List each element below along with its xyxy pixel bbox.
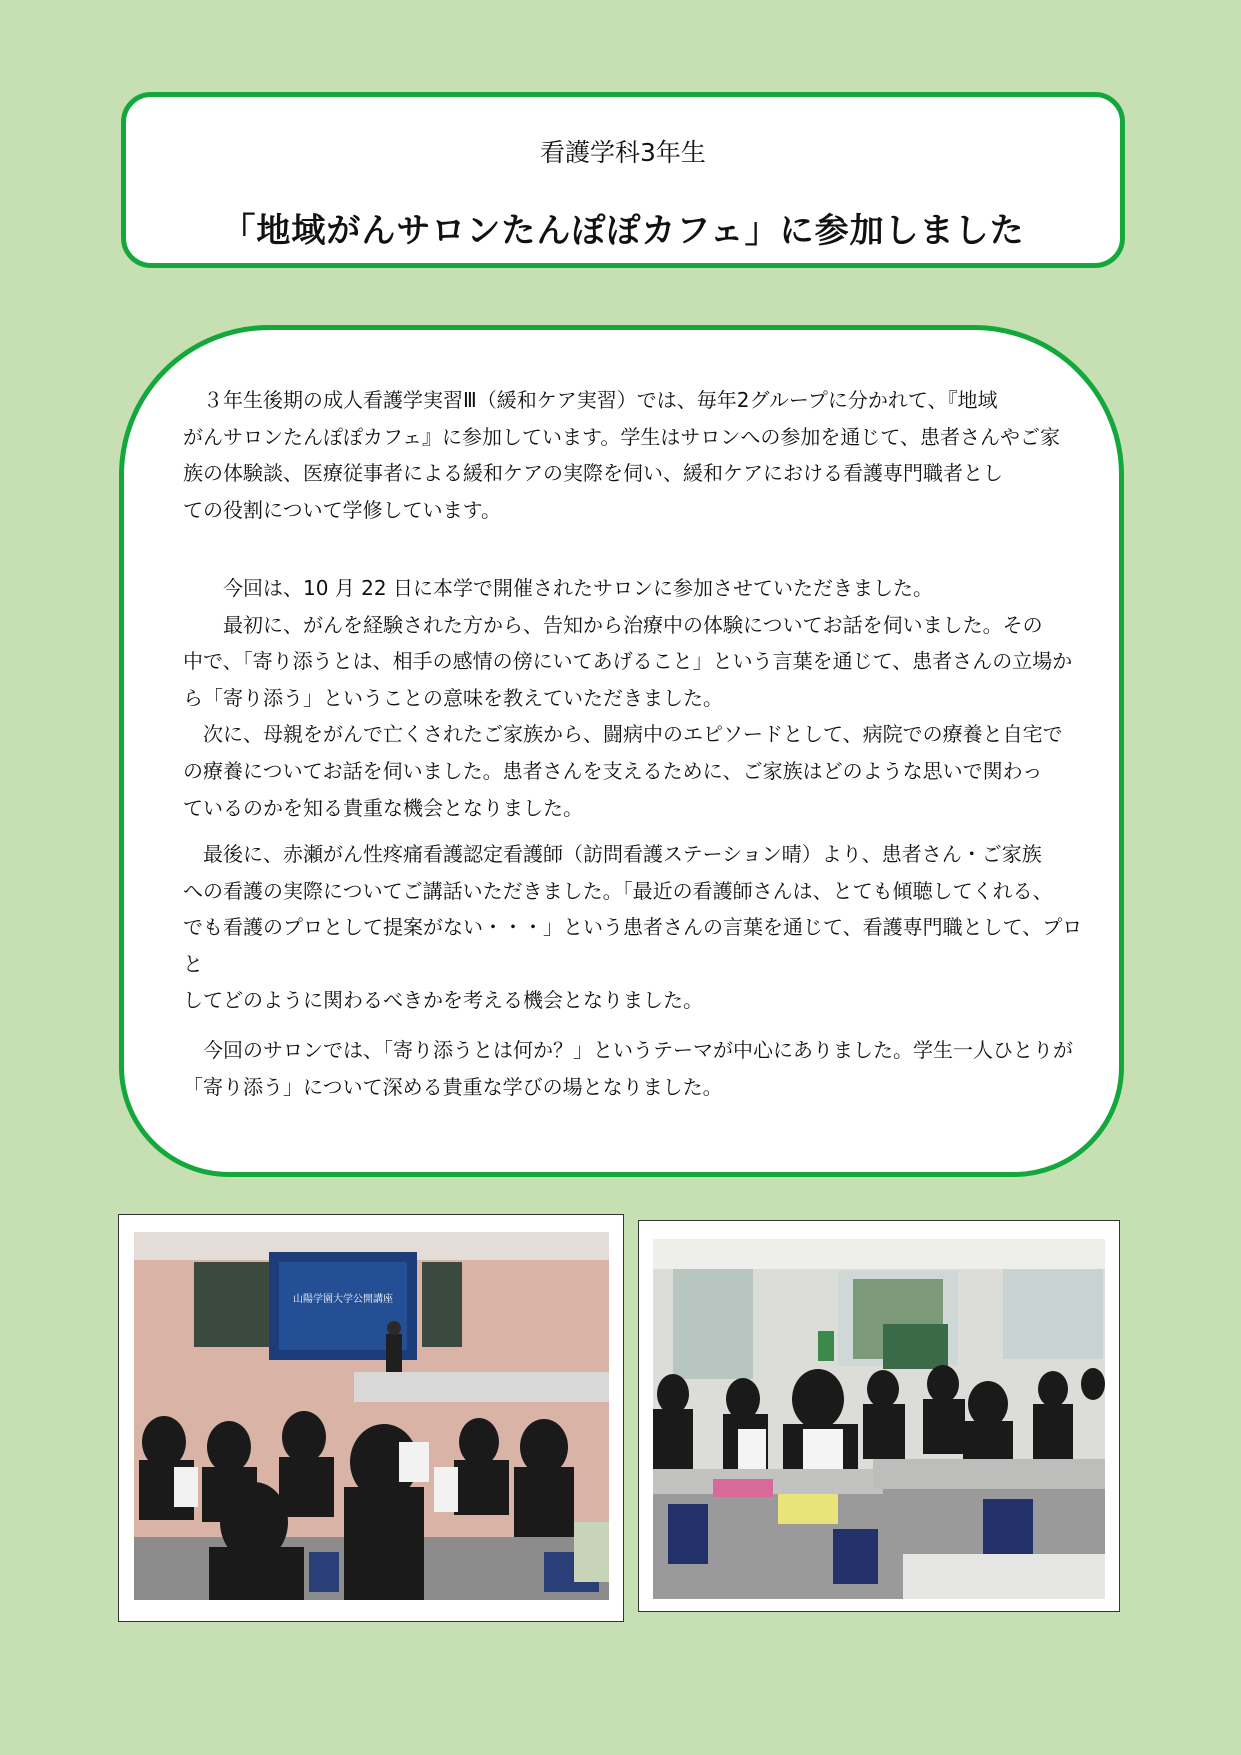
article-paragraph-1: ３年生後期の成人看護学実習Ⅲ（緩和ケア実習）では、毎年2グループに分かれて、『地域 がんサロンたんぽぽカフェ』に参加しています。学生はサロンへの参加を通じて、患者さんやご家 族の体験談、医療従事者による緩和ケアの実際を伺い、緩和ケアにおける看護専門職者とし ての役割について学修しています。 [183, 388, 1060, 522]
page-subtitle: 看護学科3年生 [540, 138, 706, 167]
article-box [119, 325, 1124, 1177]
title-box [121, 92, 1125, 268]
classroom-photo [653, 1239, 1105, 1599]
article-paragraph-4: 今回のサロンでは、「寄り添うとは何か？」というテーマが中心にありました。学生一人ひとりが 「寄り添う」について深める貴重な学びの場となりました。 [183, 1038, 1073, 1099]
page-title: 「地域がんサロンたんぽぽカフェ」に参加しました [221, 211, 1025, 251]
article-paragraph-3: 最後に、赤瀬がん性疼痛看護認定看護師（訪問看護ステーション晴）より、患者さん・ご家族 への看護の実際についてご講話いただきました。「最近の看護師さんは、とても傾聴してくれる、 でも看護のプロとして提案がない・・・」という患者さんの言葉を通じて、看護専門職として、プロと してどのように関わるべきかを考える機会となりました。 [183, 842, 1083, 1013]
photo-frame-lecture [118, 1214, 624, 1622]
lecture-photo [134, 1232, 609, 1600]
article-paragraph-2: 今回は、10 月 22 日に本学で開催されたサロンに参加させていただきました。 最初に、がんを経験された方から、告知から治療中の体験についてお話を伺いました。その 中で、「寄り添うとは、相手の感情の傍にいてあげること」という言葉を通じて、患者さんの立場か ら「寄り添う」ということの意味を教えていただきました。 次に、母親をがんで亡くされたご家族から、闘病中のエピソードとして、病院での療養と自宅で の療養についてお話を伺いました。患者さんを支えるために、ご家族はどのような思いで関わっ ているのかを知る貴重な機会となりました。 [183, 576, 1073, 820]
projector-title: 山陽学園大学公開講座 [293, 1294, 393, 1305]
photo-frame-classroom [638, 1220, 1120, 1612]
